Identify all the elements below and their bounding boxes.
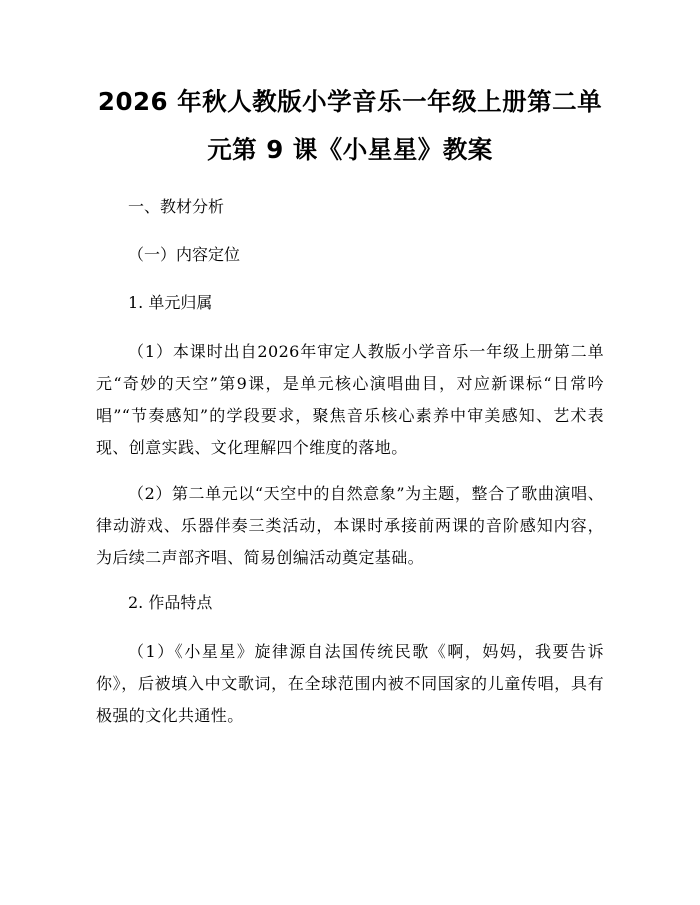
- paragraph-unit-1: （1）本课时出自2026年审定人教版小学音乐一年级上册第二单元“奇妙的天空”第9课，是单元核心演唱曲目，对应新课标“日常吟唱”“节奏感知”的学段要求，聚焦音乐核心素养中审美感知、艺术表现、创意实践、文化理解四个维度的落地。: [96, 342, 604, 457]
- heading-teaching-material-analysis: 一、教材分析: [128, 197, 225, 216]
- title-line-2: 元第 9 课《小星星》教案: [207, 135, 493, 164]
- title-line-1: 2026 年秋人教版小学音乐一年级上册第二单: [97, 87, 603, 116]
- heading-work-features: 2. 作品特点: [128, 593, 213, 612]
- paragraph-unit-2: （2）第二单元以“天空中的自然意象”为主题，整合了歌曲演唱、律动游戏、乐器伴奏三类活动，本课时承接前两课的音阶感知内容，为后续二声部齐唱、简易创编活动奠定基础。: [96, 484, 604, 567]
- heading-unit-belonging: 1. 单元归属: [128, 293, 213, 312]
- document-title: [96, 78, 604, 174]
- heading-content-positioning: （一）内容定位: [128, 245, 241, 264]
- paragraph-work-1: （1）《小星星》旋律源自法国传统民歌《啊，妈妈，我要告诉你》，后被填入中文歌词，在全球范围内被不同国家的儿童传唱，具有极强的文化共通性。: [96, 642, 604, 725]
